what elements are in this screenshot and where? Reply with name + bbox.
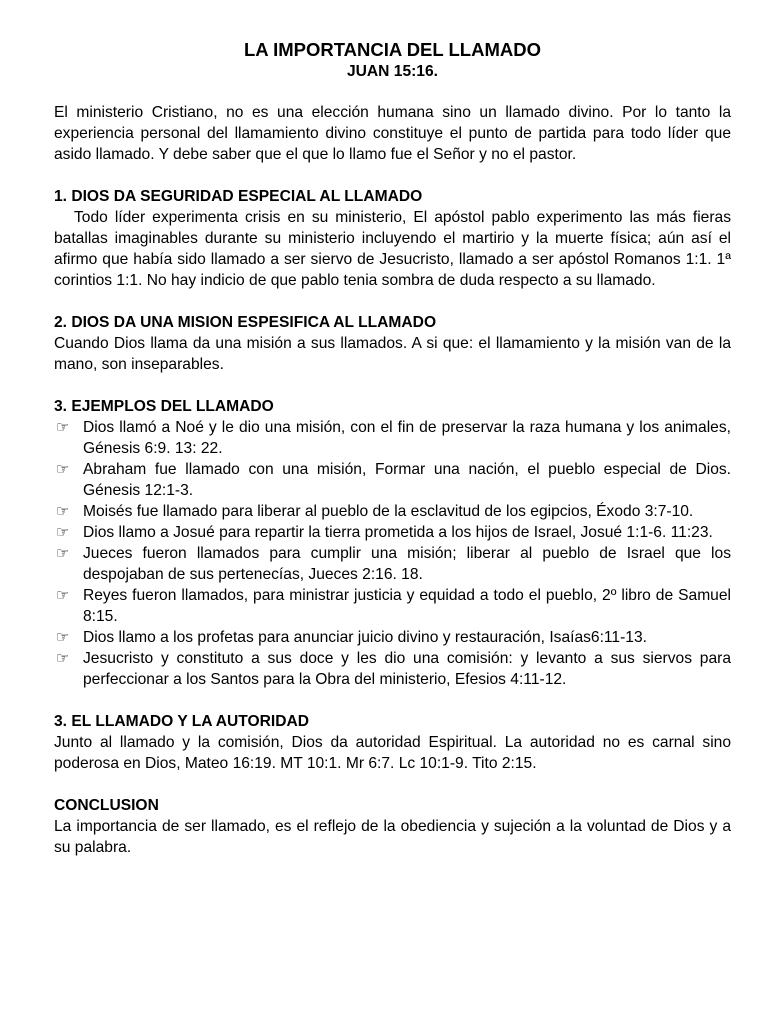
document-subtitle: JUAN 15:16. xyxy=(346,63,438,80)
list-item xyxy=(54,417,731,459)
list-item-text: Jesucristo y constituto a sus doce y les dio una comisión: y levanto a sus siervos para perfeccionar a los Santos para la Obra del ministerio, Efesios 4:11-12. xyxy=(83,650,731,688)
section-body: Junto al llamado y la comisión, Dios da autoridad Espiritual. La autoridad no es carnal sino poderosa en Dios, Mateo 16:19. MT 10:1. Mr 6:7. Lc 10:1-9. Tito 2:15. xyxy=(54,734,731,772)
section-heading: 2. DIOS DA UNA MISION ESPESIFICA AL LLAMADO xyxy=(54,314,437,331)
list-item xyxy=(54,501,731,522)
pointing-hand-icon: ☞ xyxy=(56,460,70,478)
pointing-hand-icon: ☞ xyxy=(56,544,70,562)
list-item-text: Moisés fue llamado para liberar al pueblo de la esclavitud de los egipcios, Éxodo 3:7-10. xyxy=(83,503,694,520)
pointing-hand-icon: ☞ xyxy=(56,418,70,436)
list-item-text: Abraham fue llamado con una misión, Formar una nación, el pueblo especial de Dios. Génesis 12:1-3. xyxy=(83,461,731,499)
section-heading: 3. EL LLAMADO Y LA AUTORIDAD xyxy=(54,713,310,730)
intro-paragraph: El ministerio Cristiano, no es una elección humana sino un llamado divino. Por lo tanto la experiencia personal del llamamiento divino constituye el punto de partida para todo líder que asido llamado. Y debe saber que el que lo llamo fue el Señor y no el pastor. xyxy=(54,104,731,163)
document-title: LA IMPORTANCIA DEL LLAMADO xyxy=(243,39,541,60)
examples-list xyxy=(54,417,731,690)
list-item xyxy=(54,522,731,543)
list-item-text: Jueces fueron llamados para cumplir una misión; liberar al pueblo de Israel que los despojaban de sus pertenecías, Jueces 2:16. 18. xyxy=(83,545,731,583)
section-mision xyxy=(54,312,731,375)
section-autoridad xyxy=(54,711,731,774)
pointing-hand-icon: ☞ xyxy=(56,628,70,646)
list-item xyxy=(54,543,731,585)
list-item-text: Dios llamo a los profetas para anunciar juicio divino y restauración, Isaías6:11-13. xyxy=(83,629,647,646)
list-item-text: Dios llamo a Josué para repartir la tierra prometida a los hijos de Israel, Josué 1:1-6. 11:23. xyxy=(83,524,713,541)
list-item xyxy=(54,648,731,690)
pointing-hand-icon: ☞ xyxy=(56,523,70,541)
list-item xyxy=(54,585,731,627)
list-item xyxy=(54,459,731,501)
pointing-hand-icon: ☞ xyxy=(56,502,70,520)
section-conclusion xyxy=(54,795,731,858)
list-item xyxy=(54,627,731,648)
section-heading: CONCLUSION xyxy=(54,797,159,814)
section-heading: 1. DIOS DA SEGURIDAD ESPECIAL AL LLAMADO xyxy=(54,188,423,205)
section-body: La importancia de ser llamado, es el reflejo de la obediencia y sujeción a la voluntad de Dios y a su palabra. xyxy=(54,818,731,856)
section-body: Cuando Dios llama da una misión a sus llamados. A si que: el llamamiento y la misión van de la mano, son inseparables. xyxy=(54,335,731,373)
section-ejemplos xyxy=(54,396,731,690)
section-heading: 3. EJEMPLOS DEL LLAMADO xyxy=(54,398,274,415)
pointing-hand-icon: ☞ xyxy=(56,649,70,667)
section-body: Todo líder experimenta crisis en su ministerio, El apóstol pablo experimento las más fieras batallas imaginables durante su ministerio incluyendo el martirio y la muerte física; aún así el afirmo que había sido llamado a ser siervo de Jesucristo, llamado a ser apóstol Romanos 1:1. 1ª corintios 1:1. No hay indicio de que pablo tenia sombra de duda respecto a su llamado. xyxy=(54,209,731,289)
section-seguridad xyxy=(54,186,731,291)
list-item-text: Dios llamó a Noé y le dio una misión, con el fin de preservar la raza humana y los animales, Génesis 6:9. 13: 22. xyxy=(83,419,731,457)
list-item-text: Reyes fueron llamados, para ministrar justicia y equidad a todo el pueblo, 2º libro de Samuel 8:15. xyxy=(83,587,731,625)
pointing-hand-icon: ☞ xyxy=(56,586,70,604)
